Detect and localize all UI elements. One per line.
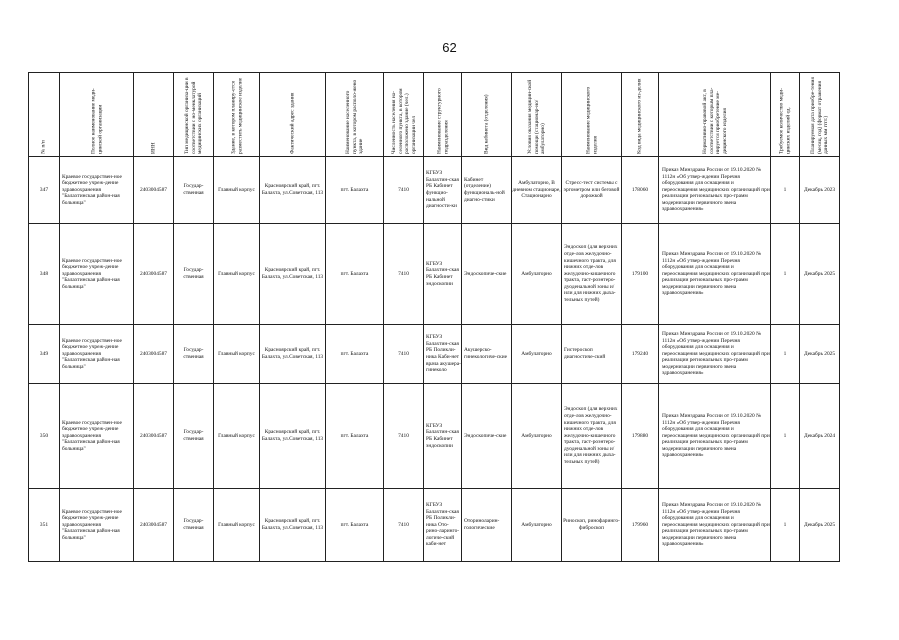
cell-quantity: 1 <box>771 224 800 325</box>
cell-inn: 2403004587 <box>134 384 174 489</box>
cell-org: Краевое государствен-ное бюджетное учреж-дение здравоохранения "Балахтинская район-ная больница" <box>60 384 134 489</box>
cell-org: Краевое государствен-ное бюджетное учреж-дение здравоохранения "Балахтинская район-ная больница" <box>60 157 134 224</box>
cell-number: 350 <box>29 384 60 489</box>
cell-building: Главный корпус <box>214 224 260 325</box>
cell-quantity: 1 <box>771 489 800 562</box>
cell-conditions: Амбулаторно <box>512 489 562 562</box>
cell-org-type: Государ-ственная <box>174 489 214 562</box>
cell-number: 351 <box>29 489 60 562</box>
cell-inn: 2403004587 <box>134 224 174 325</box>
cell-unit: КГБУЗ Балахтин-ская РБ Кабинет эндоскопии <box>424 224 462 325</box>
cell-act: Приказ Минздрава России от 19.10.2020 № 1112н «Об утвер-ждении Перечня оборудования для оснащения и переоснащения медицинских организаций при реализации региональных про-грамм модернизации первичного звена здравоохранения» <box>659 384 771 489</box>
table-row <box>29 325 840 384</box>
cell-quantity: 1 <box>771 157 800 224</box>
cell-cabinet: Эндоскопиче-ские <box>462 224 512 325</box>
cell-building: Главный корпус <box>214 489 260 562</box>
cell-unit: КГБУЗ Балахтин-ская РБ Кабинет функцио-нальной диагности-ки <box>424 157 462 224</box>
col-header-population: Численность населения на-селенного пункта, в котором расположено здание (чел.) организации чел <box>384 73 424 157</box>
cell-quantity: 1 <box>771 325 800 384</box>
cell-address: Красноярский край, пгт. Балахта, ул.Советская, 113 <box>260 384 326 489</box>
col-header-address: Фактический адрес здания <box>260 73 326 157</box>
equipment-table <box>28 72 840 562</box>
cell-unit: КГБУЗ Балахтин-ская РБ Поликли-ника Ото-рино-ларинго-логиче-ский каби-нет <box>424 489 462 562</box>
cell-inn: 2403004587 <box>134 489 174 562</box>
cell-act: Приказ Минздрава России от 19.10.2020 № 1112н «Об утвер-ждении Перечня оборудования для оснащения и переоснащения медицинских организаций при реализации региональных про-грамм модернизации первичного звена здравоохранения» <box>659 489 771 562</box>
cell-population: 7410 <box>384 384 424 489</box>
col-header-org: Полное наименование меди-цинской организации <box>60 73 134 157</box>
col-header-quantity: Требуемое количество меди-цинских изделий ед. <box>771 73 800 157</box>
cell-population: 7410 <box>384 325 424 384</box>
cell-act: Приказ Минздрава России от 19.10.2020 № 1112н «Об утвер-ждении Перечня оборудования для оснащения и переоснащения медицинских организаций при реализации региональных про-грамм модернизации первичного звена здравоохранения» <box>659 224 771 325</box>
cell-building: Главный корпус <box>214 384 260 489</box>
cell-org-type: Государ-ственная <box>174 224 214 325</box>
cell-code: 179240 <box>622 325 659 384</box>
cell-cabinet: Эндоскопиче-ские <box>462 384 512 489</box>
cell-conditions: Амбулаторно <box>512 325 562 384</box>
cell-address: Красноярский край, пгт. Балахта, ул.Советская, 113 <box>260 325 326 384</box>
cell-conditions: Амбулаторно <box>512 224 562 325</box>
table-row <box>29 489 840 562</box>
col-header-cabinet: Вид кабинета (отделения) <box>462 73 512 157</box>
cell-device: Гистероскоп диагностиче-ский <box>562 325 622 384</box>
cell-building: Главный корпус <box>214 325 260 384</box>
cell-locality: пгт. Балахта <box>326 325 384 384</box>
table-row <box>29 157 840 224</box>
cell-date: Декабрь 2023 <box>800 157 840 224</box>
cell-date: Декабрь 2025 <box>800 325 840 384</box>
cell-org-type: Государ-ственная <box>174 157 214 224</box>
col-header-date: Планируемая дата приобре-тения (месяц, год) (формат отражения данных мм гггг.) <box>800 73 840 157</box>
cell-address: Красноярский край, пгт. Балахта, ул.Советская, 113 <box>260 224 326 325</box>
cell-date: Декабрь 2025 <box>800 489 840 562</box>
cell-device: Стресс-тест системы с эргометром или беговой дорожкой <box>562 157 622 224</box>
cell-building: Главный корпус <box>214 157 260 224</box>
cell-cabinet: Акушерско-гинекологиче-ские <box>462 325 512 384</box>
col-header-number: № п/п <box>29 73 60 157</box>
cell-org: Краевое государствен-ное бюджетное учреж-дение здравоохранения "Балахтинская район-ная больница" <box>60 224 134 325</box>
cell-cabinet: Кабинет (отделение) функциональ-ной диагно-стики <box>462 157 512 224</box>
cell-inn: 2403004587 <box>134 157 174 224</box>
cell-locality: пгт. Балахта <box>326 224 384 325</box>
cell-org: Краевое государствен-ное бюджетное учреж-дение здравоохранения "Балахтинская район-ная больница" <box>60 325 134 384</box>
cell-act: Приказ Минздрава России от 19.10.2020 № 1112н «Об утвер-ждении Перечня оборудования для оснащения и переоснащения медицинских организаций при реализации региональных про-грамм модернизации первичного звена здравоохранения» <box>659 325 771 384</box>
cell-device: Эндоскоп (для верхних отде-лов желудочно-кишечного тракта, для нижних отде-лов желудочно-кишечного тракта, гаст-роэнтеро-дуоденальной зоны и/или для нижних дыха-тельных путей) <box>562 384 622 489</box>
cell-act: Приказ Минздрава России от 19.10.2020 № 1112н «Об утвер-ждении Перечня оборудования для оснащения и переоснащения медицинских организаций при реализации региональных про-грамм модернизации первичного звена здравоохранения» <box>659 157 771 224</box>
cell-number: 348 <box>29 224 60 325</box>
col-header-building: Здание, в котором планиру-ется разместить медицинское изделие <box>214 73 260 157</box>
cell-conditions: Амбулаторно, В дневном стационаре, Стационарно <box>512 157 562 224</box>
cell-locality: пгт. Балахта <box>326 489 384 562</box>
page-number: 62 <box>442 40 457 55</box>
cell-number: 347 <box>29 157 60 224</box>
cell-code: 178060 <box>622 157 659 224</box>
cell-population: 7410 <box>384 489 424 562</box>
cell-code: 179880 <box>622 384 659 489</box>
cell-address: Красноярский край, пгт. Балахта, ул.Советская, 113 <box>260 157 326 224</box>
cell-population: 7410 <box>384 157 424 224</box>
cell-number: 349 <box>29 325 60 384</box>
cell-device: Риноскоп, ринофаринго-фиброскоп <box>562 489 622 562</box>
col-header-device: Наименование медицинского изделия <box>562 73 622 157</box>
cell-org-type: Государ-ственная <box>174 325 214 384</box>
cell-locality: пгт. Балахта <box>326 157 384 224</box>
cell-code: 179100 <box>622 224 659 325</box>
col-header-conditions: Условия оказания медицин-ской помощи (стационар-но/амбулаторно) <box>512 73 562 157</box>
col-header-act: Нормативно-правовой акт, в соответствии с которым пла-нируется приобретение ме-дицинского изделия <box>659 73 771 157</box>
cell-unit: КГБУЗ Балахтин-ская РБ Кабинет эндоскопии <box>424 384 462 489</box>
cell-code: 179960 <box>622 489 659 562</box>
cell-cabinet: Оториноларин-гологические <box>462 489 512 562</box>
cell-population: 7410 <box>384 224 424 325</box>
cell-org-type: Государ-ственная <box>174 384 214 489</box>
cell-conditions: Амбулаторно <box>512 384 562 489</box>
table-row <box>29 384 840 489</box>
cell-date: Декабрь 2024 <box>800 384 840 489</box>
cell-device: Эндоскоп (для верхних отде-лов желудочно-кишечного тракта, для нижних отде-лов желудочно-кишечного тракта, гаст-роэнтеро-дуоденальной зоны и/или для нижних дыха-тельных путей) <box>562 224 622 325</box>
col-header-code: Код вида медицинского из-делия <box>622 73 659 157</box>
cell-address: Красноярский край, пгт. Балахта, ул.Советская, 113 <box>260 489 326 562</box>
cell-org: Краевое государствен-ное бюджетное учреж-дение здравоохранения "Балахтинская район-ная больница" <box>60 489 134 562</box>
col-header-unit: Наименование структурного подразделения <box>424 73 462 157</box>
cell-inn: 2403004587 <box>134 325 174 384</box>
cell-quantity: 1 <box>771 384 800 489</box>
cell-locality: пгт. Балахта <box>326 384 384 489</box>
col-header-org-type: Тип медицинской организа-ции в соответствии с но-менклатурой медицинских организаций <box>174 73 214 157</box>
cell-unit: КГБУЗ Балахтин-ская РБ Поликли-ника Каби-нет врача акушера-гинеколо <box>424 325 462 384</box>
cell-date: Декабрь 2025 <box>800 224 840 325</box>
table-row <box>29 224 840 325</box>
col-header-locality: Наименование населенного пункта, в котором располо-жено здание <box>326 73 384 157</box>
col-header-inn: ИНН <box>134 73 174 157</box>
header-row <box>29 73 840 157</box>
